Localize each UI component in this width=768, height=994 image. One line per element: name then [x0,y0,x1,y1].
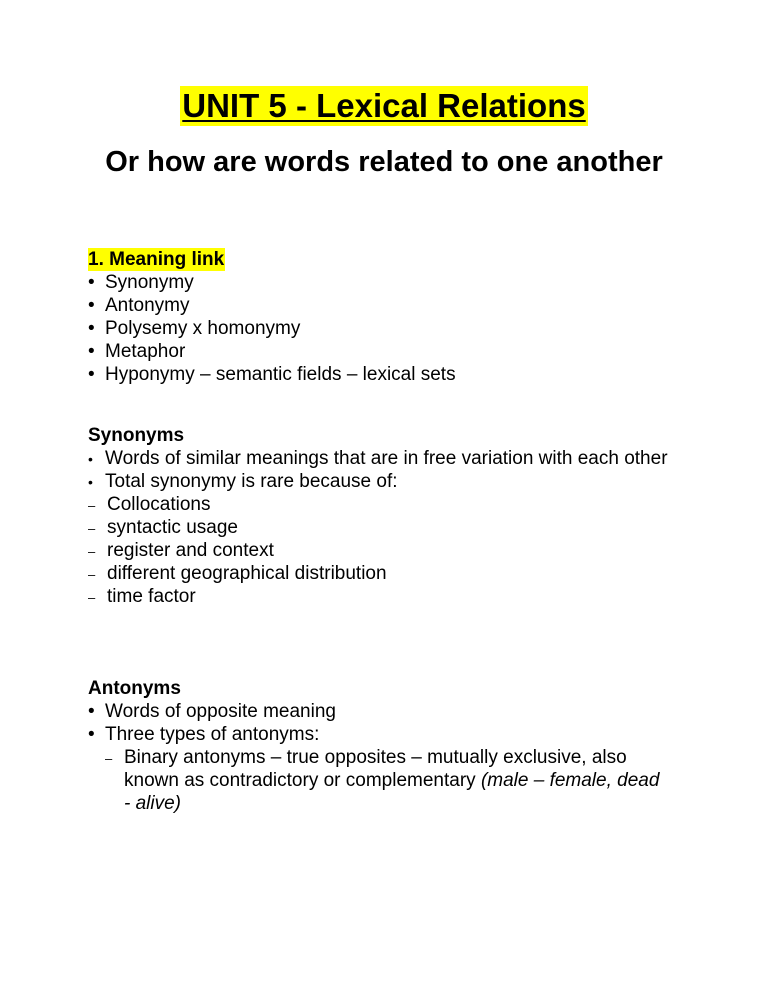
list-item: • Polysemy x homonymy [88,318,301,339]
synonyms-heading: Synonyms [88,425,185,446]
meaning-link-section [88,248,688,386]
bullet-icon: • [88,318,95,339]
meaning-link-list [88,271,688,386]
bullet-icon: • [88,701,95,722]
sub-list-item: – time factor [88,585,668,608]
dash-icon: – [88,590,96,605]
synonyms-sublist [88,493,668,608]
list-item: • Words of opposite meaning [88,701,336,722]
dash-icon: – [88,567,96,582]
sub-list-item: – Collocations [88,493,668,516]
page-subtitle: Or how are words related to one another [105,146,663,178]
antonym-example: (male – female, dead - alive) [124,770,660,814]
page-title: UNIT 5 - Lexical Relations [182,87,586,124]
antonyms-sublist [88,746,668,815]
bullet-icon: • [88,474,93,490]
bullet-icon: • [88,341,95,362]
dash-icon: – [88,498,96,513]
sub-list-item: – Binary antonyms – true opposites – mutually exclusive, also known as contradictory or complementary (male – female, dead - alive) [105,747,660,814]
list-item: • Total synonymy is rare because of: [88,471,398,492]
sub-list-item: – register and context [88,539,668,562]
list-item: • Synonymy [88,272,194,293]
list-item: • Words of similar meanings that are in free variation with each other [88,448,668,469]
sub-list-item: – syntactic usage [88,516,668,539]
list-item: • Antonymy [88,295,190,316]
list-item: • Three types of antonyms: [88,724,320,745]
sub-list-item: – different geographical distribution [88,562,668,585]
bullet-icon: • [88,272,95,293]
bullet-icon: • [88,451,93,467]
synonyms-section [88,424,668,608]
list-item: • Hyponymy – semantic fields – lexical sets [88,364,456,385]
antonyms-section [88,677,668,815]
meaning-link-heading: 1. Meaning link [88,249,225,270]
title-container [0,86,768,126]
synonyms-list [88,447,668,493]
antonyms-list [88,700,668,746]
bullet-icon: • [88,295,95,316]
dash-icon: – [88,544,96,559]
dash-icon: – [88,521,96,536]
list-item: • Metaphor [88,341,186,362]
dash-icon: – [105,751,113,766]
antonyms-heading: Antonyms [88,678,181,699]
bullet-icon: • [88,724,95,745]
bullet-icon: • [88,364,95,385]
